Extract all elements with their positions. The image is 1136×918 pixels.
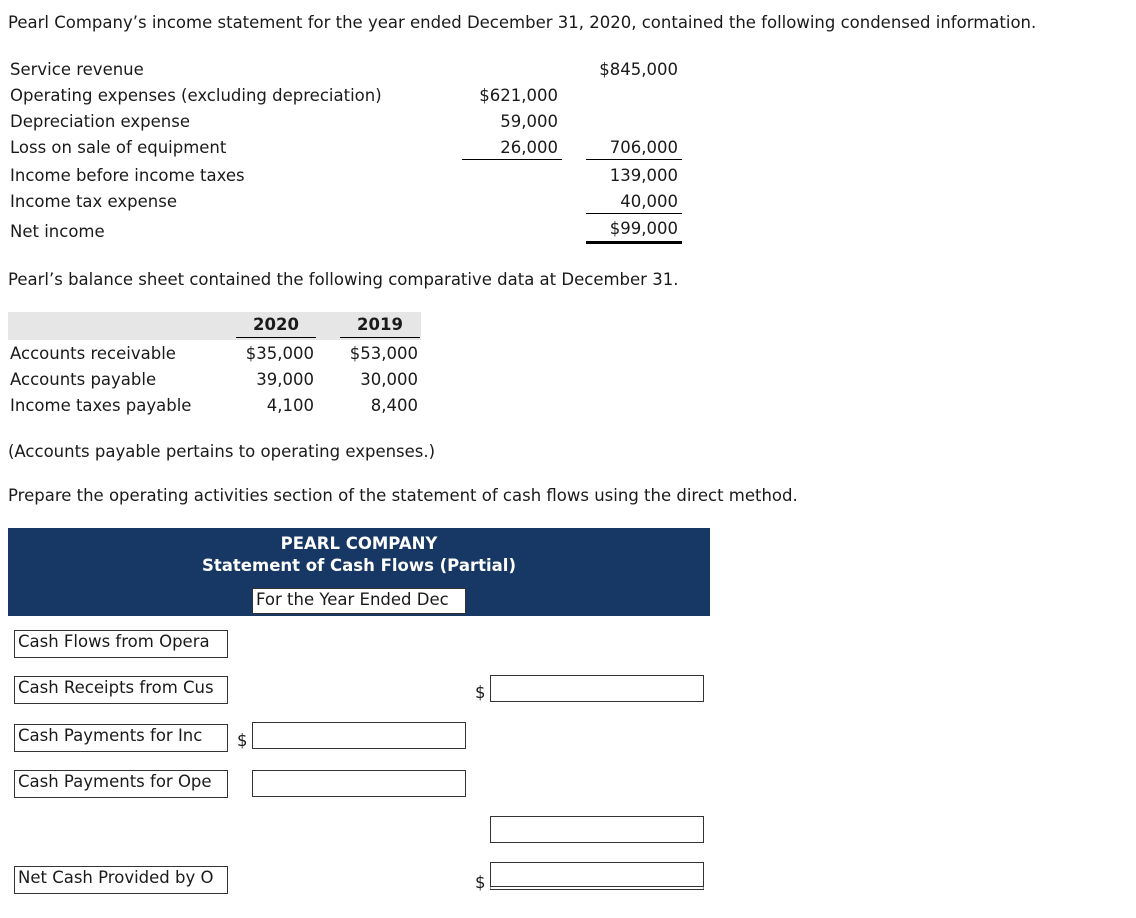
dollar-sign: $ (475, 873, 486, 892)
dollar-sign: $ (475, 683, 486, 702)
company-name: PEARL COMPANY (280, 534, 438, 553)
intro-text: Pearl Company’s income statement for the year ended December 31, 2020, contained the following condensed information. (8, 13, 1037, 32)
period-input[interactable]: For the Year Ended Dec (252, 588, 466, 614)
column-header-2019: 2019 (340, 315, 420, 338)
depreciation-label: Depreciation expense (10, 112, 190, 131)
loss-on-sale-amount: 26,000 (462, 138, 562, 160)
net-income-total: $99,000 (586, 219, 682, 244)
instruction-text: Prepare the operating activities section of the statement of cash flows using the direct method. (8, 486, 798, 505)
table-row-label: Accounts receivable (10, 344, 176, 363)
statement-title: Statement of Cash Flows (Partial) (202, 556, 516, 575)
dollar-sign: $ (237, 731, 248, 750)
cash-payments-taxes-amount-input[interactable] (252, 722, 466, 749)
income-tax-expense-label: Income tax expense (10, 192, 178, 211)
cash-receipts-label-select[interactable]: Cash Receipts from Cus (14, 676, 228, 704)
table-cell-2019: 30,000 (360, 370, 418, 389)
table-cell-2020: 39,000 (256, 370, 314, 389)
table-cell-2019: 8,400 (370, 396, 418, 415)
cash-payments-operating-label-select[interactable]: Cash Payments for Ope (14, 770, 228, 798)
cash-receipts-amount-input[interactable] (490, 675, 704, 702)
cash-payments-taxes-label-select[interactable]: Cash Payments for Inc (14, 724, 228, 752)
table-row-label: Accounts payable (10, 370, 157, 389)
total-payments-amount-input[interactable] (490, 816, 704, 843)
balance-intro-text: Pearl’s balance sheet contained the following comparative data at December 31. (8, 270, 679, 289)
table-cell-2019: $53,000 (349, 344, 418, 363)
table-cell-2020: $35,000 (245, 344, 314, 363)
net-cash-label-select[interactable]: Net Cash Provided by O (14, 866, 228, 894)
income-before-taxes-label: Income before income taxes (10, 166, 245, 185)
net-cash-amount-input[interactable] (490, 862, 704, 890)
service-revenue-total: $845,000 (599, 60, 678, 79)
operating-expenses-label: Operating expenses (excluding depreciation) (10, 86, 382, 105)
service-revenue-label: Service revenue (10, 60, 144, 79)
income-tax-expense-total: 40,000 (586, 192, 682, 214)
income-before-taxes-total: 139,000 (609, 166, 678, 185)
table-row-label: Income taxes payable (10, 396, 192, 415)
table-cell-2020: 4,100 (266, 396, 314, 415)
net-income-label: Net income (10, 222, 105, 241)
operating-expenses-amount: $621,000 (479, 86, 558, 105)
note-text: (Accounts payable pertains to operating expenses.) (8, 442, 436, 461)
column-header-2020: 2020 (236, 315, 316, 338)
depreciation-amount: 59,000 (500, 112, 558, 131)
operating-section-heading-select[interactable]: Cash Flows from Opera (14, 630, 228, 658)
cash-payments-operating-amount-input[interactable] (252, 770, 466, 797)
expenses-total: 706,000 (586, 138, 682, 160)
loss-on-sale-label: Loss on sale of equipment (10, 138, 227, 157)
